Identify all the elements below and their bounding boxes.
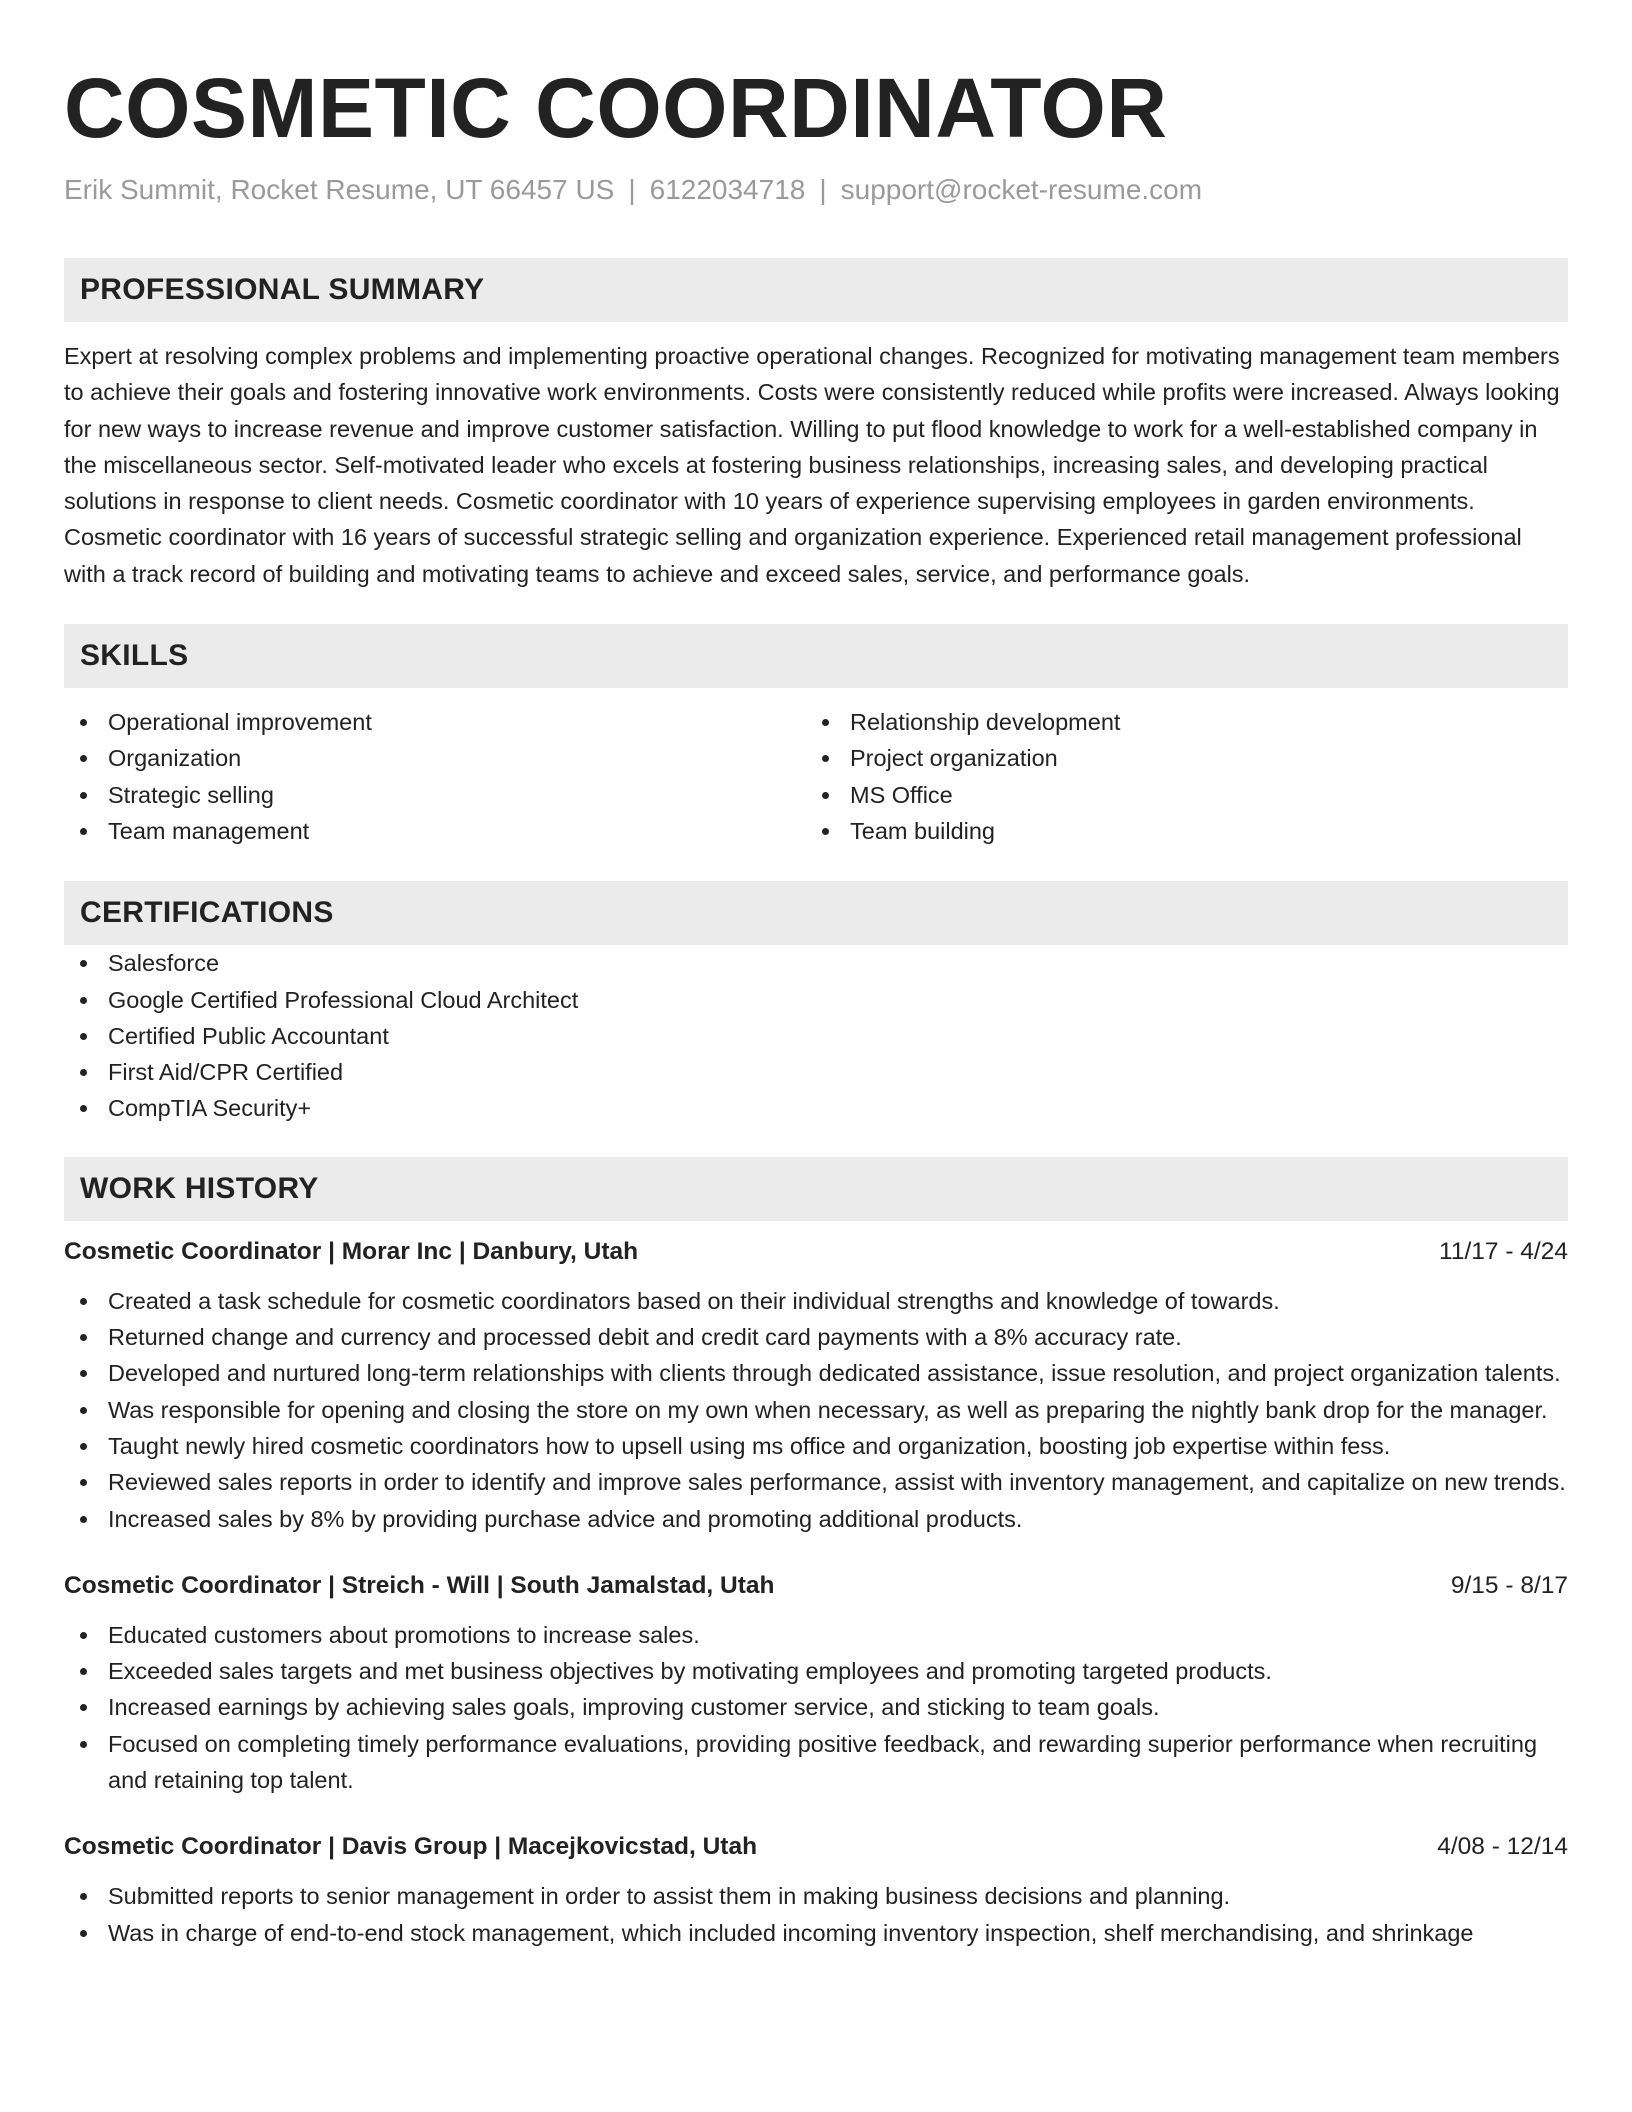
job-title: Cosmetic Coordinator | Davis Group | Macejkovicstad, Utah [64, 1833, 758, 1861]
job-bullet-text: Increased sales by 8% by providing purchase advice and promoting additional products. [108, 1505, 1023, 1532]
contact-address: Erik Summit, Rocket Resume, UT 66457 US [64, 174, 615, 205]
bullet-dot-icon [822, 719, 829, 726]
bullet-dot-icon [822, 828, 829, 835]
certification-item [64, 945, 1568, 981]
bullet-dot-icon [80, 1370, 87, 1377]
job-bullet [64, 1878, 1568, 1914]
bullet-dot-icon [80, 1741, 87, 1748]
certification-item [64, 1018, 1568, 1054]
bullet-dot-icon [80, 1632, 87, 1639]
candidate-title: COSMETIC COORDINATOR [64, 61, 1168, 155]
section-header-skills: SKILLS [64, 624, 1568, 688]
certification-item [64, 982, 1568, 1018]
section-header-work-history: WORK HISTORY [64, 1157, 1568, 1221]
job-bullet-text: Taught newly hired cosmetic coordinators how to upsell using ms office and organization, boosting job expertise within fess. [108, 1432, 1391, 1459]
skill-item-text: Team building [850, 817, 996, 844]
job-bullet-text: Was responsible for opening and closing the store on my own when necessary, as well as preparing the nightly bank drop for the manager. [108, 1396, 1548, 1423]
job-bullets [64, 1878, 1568, 1951]
bullet-dot-icon [80, 1443, 87, 1450]
contact-separator: | [628, 174, 636, 205]
bullet-dot-icon [80, 1668, 87, 1675]
job-bullet-text: Developed and nurtured long-term relationships with clients through dedicated assistance, issue resolution, and project organization talents. [108, 1360, 1561, 1387]
bullet-dot-icon [80, 1893, 87, 1900]
bullet-dot-icon [80, 1516, 87, 1523]
contact-phone: 6122034718 [649, 174, 806, 205]
job-bullet-text: Educated customers about promotions to increase sales. [108, 1621, 700, 1648]
bullet-dot-icon [80, 1334, 87, 1341]
work-history-list [64, 1235, 1568, 1951]
job-header [64, 1569, 1568, 1603]
job-bullet [64, 1283, 1568, 1319]
skill-item-text: Relationship development [850, 709, 1121, 736]
skill-item-text: Team management [108, 817, 310, 844]
contact-separator: | [819, 174, 827, 205]
bullet-dot-icon [80, 792, 87, 799]
job-entry [64, 1830, 1568, 1951]
job-bullet-text: Created a task schedule for cosmetic coordinators based on their individual strengths and knowledge of towards. [108, 1287, 1280, 1314]
certifications-list [64, 945, 1568, 1126]
job-bullet [64, 1355, 1568, 1391]
skills-column-left [64, 704, 806, 849]
bullet-dot-icon [80, 1930, 87, 1937]
job-bullet [64, 1428, 1568, 1464]
skill-item-text: Operational improvement [108, 709, 372, 736]
contact-email: support@rocket-resume.com [840, 174, 1203, 205]
bullet-dot-icon [80, 1704, 87, 1711]
bullet-dot-icon [80, 1069, 87, 1076]
job-entry [64, 1569, 1568, 1798]
job-bullet [64, 1617, 1568, 1653]
job-bullet-text: Submitted reports to senior management in order to assist them in making business decisions and planning. [108, 1883, 1231, 1910]
job-bullet-text: Increased earnings by achieving sales goals, improving customer service, and sticking to team goals. [108, 1694, 1160, 1721]
bullet-dot-icon [80, 1033, 87, 1040]
job-title: Cosmetic Coordinator | Streich - Will | South Jamalstad, Utah [64, 1571, 775, 1599]
skill-item [64, 777, 806, 813]
bullet-dot-icon [80, 960, 87, 967]
certification-item-text: First Aid/CPR Certified [108, 1059, 344, 1086]
job-header [64, 1235, 1568, 1269]
skill-item [806, 813, 1548, 849]
skill-item-text: Organization [108, 745, 242, 772]
job-bullet-text: Focused on completing timely performance evaluations, providing positive feedback, and rewarding superior performance when recruiting and retaining top talent. [108, 1730, 1538, 1794]
bullet-dot-icon [80, 828, 87, 835]
bullet-dot-icon [80, 1298, 87, 1305]
job-bullet [64, 1653, 1568, 1689]
job-bullet [64, 1392, 1568, 1428]
certification-item [64, 1090, 1568, 1126]
job-bullet [64, 1915, 1568, 1951]
skill-item [806, 704, 1548, 740]
skills-grid [64, 704, 1568, 849]
bullet-dot-icon [80, 1105, 87, 1112]
skill-item-text: MS Office [850, 781, 953, 808]
job-bullet [64, 1726, 1568, 1799]
skill-item-text: Project organization [850, 745, 1058, 772]
job-bullet-text: Returned change and currency and processed debit and credit card payments with a 8% accuracy rate. [108, 1324, 1182, 1351]
job-title: Cosmetic Coordinator | Morar Inc | Danbury, Utah [64, 1237, 639, 1265]
contact-line [64, 172, 1568, 208]
job-bullet-text: Reviewed sales reports in order to identify and improve sales performance, assist with inventory management, and capitalize on new trends. [108, 1469, 1566, 1496]
bullet-dot-icon [80, 1479, 87, 1486]
job-dates: 4/08 - 12/14 [1437, 1833, 1568, 1861]
certification-item-text: Certified Public Accountant [108, 1022, 389, 1049]
bullet-dot-icon [822, 755, 829, 762]
job-dates: 9/15 - 8/17 [1450, 1571, 1568, 1599]
job-bullet [64, 1464, 1568, 1500]
bullet-dot-icon [822, 792, 829, 799]
section-header-summary: PROFESSIONAL SUMMARY [64, 258, 1568, 322]
certification-item-text: CompTIA Security+ [108, 1095, 312, 1122]
job-bullets [64, 1617, 1568, 1798]
skill-item [64, 740, 806, 776]
bullet-dot-icon [80, 1407, 87, 1414]
job-entry [64, 1235, 1568, 1537]
skill-item [64, 813, 806, 849]
section-header-certifications: CERTIFICATIONS [64, 881, 1568, 945]
certification-item-text: Salesforce [108, 950, 220, 977]
job-bullet [64, 1689, 1568, 1725]
summary-text: Expert at resolving complex problems and implementing proactive operational changes. Recognized for motivating management team members to achieve their goals and fostering innovative work environments. Costs were consistently reduced while profits were increased. Always looking for new ways to increase revenue and improve customer satisfaction. Willing to put flood knowledge to work for a well-established company in the miscellaneous sector. Self-motivated leader who excels at fostering business relationships, increasing sales, and developing practical solutions in response to client needs. Cosmetic coordinator with 10 years of experience supervising employees in garden environments. Cosmetic coordinator with 16 years of successful strategic selling and organization experience. Experienced retail management professional with a track record of building and motivating teams to achieve and exceed sales, service, and performance goals. [64, 343, 1560, 587]
job-bullet [64, 1501, 1568, 1537]
resume-page [64, 0, 1568, 1951]
job-dates: 11/17 - 4/24 [1439, 1237, 1568, 1265]
bullet-dot-icon [80, 755, 87, 762]
job-header [64, 1830, 1568, 1864]
job-bullets [64, 1283, 1568, 1537]
bullet-dot-icon [80, 997, 87, 1004]
bullet-dot-icon [80, 719, 87, 726]
certification-item-text: Google Certified Professional Cloud Architect [108, 986, 579, 1013]
skill-item [806, 740, 1548, 776]
skill-item [64, 704, 806, 740]
skill-item [806, 777, 1548, 813]
certification-item [64, 1054, 1568, 1090]
skills-column-right [806, 704, 1548, 849]
job-bullet-text: Was in charge of end-to-end stock management, which included incoming inventory inspection, shelf merchandising, and shrinkage [108, 1919, 1474, 1946]
job-bullet [64, 1319, 1568, 1355]
job-bullet-text: Exceeded sales targets and met business objectives by motivating employees and promoting targeted products. [108, 1658, 1272, 1685]
skill-item-text: Strategic selling [108, 781, 274, 808]
